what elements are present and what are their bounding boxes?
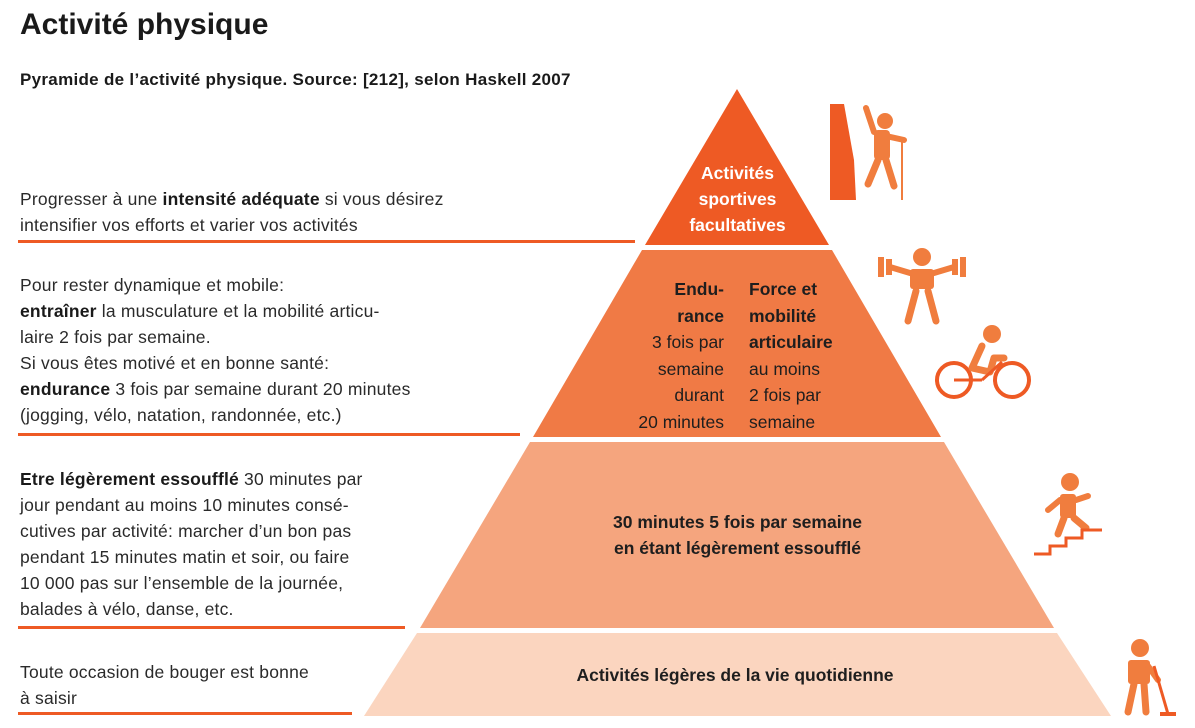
page-title: Activité physique (20, 8, 269, 41)
text-span: si vous désirez (319, 189, 444, 209)
text-line: sportives (698, 189, 777, 209)
text-line: à saisir (20, 688, 78, 708)
text-line: cutives par activité: marcher d’un bon pas (20, 521, 352, 541)
divider-rule (18, 240, 635, 243)
pyramid-base-label (500, 662, 970, 688)
text-line: semaine (657, 358, 724, 379)
endurance-heading: Endu- (674, 279, 724, 299)
description-level-2 (20, 272, 411, 428)
text-line: jour pendant au moins 10 minutes consé- (20, 495, 349, 515)
text-line: Si vous êtes motivé et en bonne santé: (20, 353, 330, 373)
text-line: en étant légèrement essoufflé (613, 538, 862, 558)
text-line: Pour rester dynamique et mobile: (20, 275, 285, 295)
pyramid-top-label (660, 160, 815, 238)
bold-text: entraîner (20, 301, 97, 321)
description-level-1 (20, 186, 444, 238)
text-line: 10 000 pas sur l’ensemble de la journée, (20, 573, 344, 593)
text-line: Activités (701, 163, 774, 183)
dumbbell-lifter-icon (872, 245, 972, 330)
description-level-3 (20, 466, 363, 622)
bold-text: intensité adéquate (162, 189, 320, 209)
pyramid-third-label (560, 509, 915, 561)
text-line: laire 2 fois par semaine. (20, 327, 211, 347)
stair-climber-icon (1030, 470, 1110, 560)
strength-heading: articulaire (749, 332, 833, 352)
text-line: 2 fois par (749, 385, 821, 405)
text-line: 20 minutes (638, 411, 724, 432)
divider-rule (18, 626, 405, 629)
text-line: pendant 15 minutes matin et soir, ou faire (20, 547, 350, 567)
text-line: au moins (749, 358, 821, 379)
divider-rule (18, 433, 520, 436)
description-level-4 (20, 659, 309, 711)
figure-caption: Pyramide de l’activité physique. Source: [212], selon Haskell 2007 (20, 70, 571, 89)
text-line: semaine (749, 411, 816, 432)
text-line: durant (674, 385, 724, 405)
bold-text: Etre légèrement essoufflé (20, 469, 239, 489)
bold-text: endurance (20, 379, 111, 399)
text-line: facultatives (689, 215, 786, 235)
divider-rule (18, 712, 352, 715)
gardener-icon (1110, 636, 1180, 720)
strength-heading: Force et (749, 279, 818, 299)
text-span: la musculature et la mobilité articu- (96, 301, 380, 321)
cyclist-icon (932, 322, 1032, 402)
text-line: (jogging, vélo, natation, randonnée, etc.) (20, 405, 342, 425)
endurance-heading: rance (677, 305, 724, 326)
text-line: intensifier vos efforts et varier vos activités (20, 215, 358, 235)
text-line: 30 minutes 5 fois par semaine (613, 512, 862, 532)
text-span: Progresser à une (20, 189, 163, 209)
endurance-column (600, 276, 724, 435)
text-span: 3 fois par semaine durant 20 minutes (110, 379, 411, 399)
text-line: balades à vélo, danse, etc. (20, 599, 234, 619)
climber-icon (824, 100, 914, 205)
text-line: Toute occasion de bouger est bonne (20, 662, 309, 682)
text-line: 3 fois par (652, 332, 724, 352)
strength-heading: mobilité (749, 305, 817, 326)
strength-column (749, 276, 889, 435)
text-line: Activités légères de la vie quotidienne (576, 665, 894, 685)
text-span: 30 minutes par (238, 469, 363, 489)
